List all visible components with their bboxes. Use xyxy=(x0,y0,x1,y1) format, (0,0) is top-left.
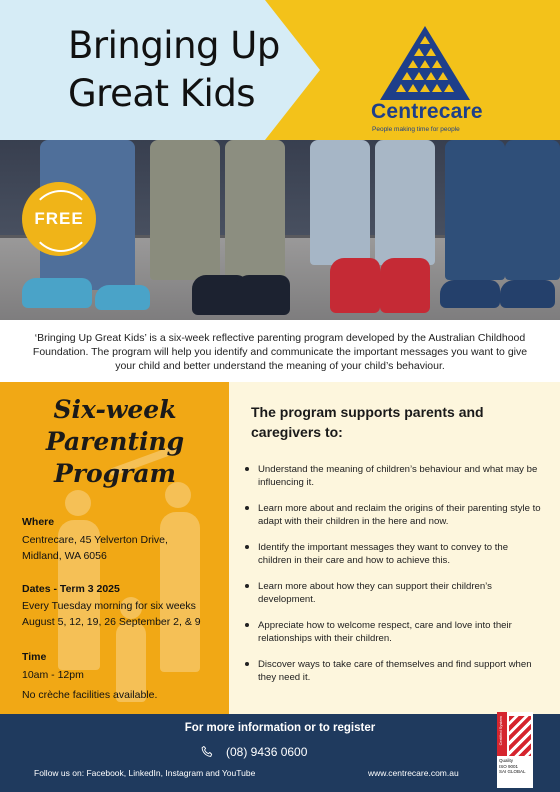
list-item xyxy=(243,658,543,684)
creche-note: No crèche facilities available. xyxy=(22,689,158,701)
bullet-icon xyxy=(245,467,249,471)
phone-icon xyxy=(200,745,214,759)
list-item-text: Identify the important messages they want to convey to the children in their care and how to achieve this. xyxy=(258,541,509,566)
page-title xyxy=(68,22,280,118)
cert-line-3: SAI GLOBAL xyxy=(499,769,526,774)
cert-side-text: Certified System xyxy=(498,716,503,746)
bullet-icon xyxy=(245,584,249,588)
phone-contact[interactable] xyxy=(200,743,307,761)
bullet-icon xyxy=(245,662,249,666)
title-line-2: Great Kids xyxy=(68,72,256,115)
logo-tagline: People making time for people xyxy=(372,126,460,133)
intro-paragraph: ‘Bringing Up Great Kids’ is a six-week reflective parenting program developed by the Australian Childhood Foundation. The program will help you identify and communicate the important messages you want to give your child and better understand the meaning of your child’s behaviour. xyxy=(32,332,528,372)
bullet-icon xyxy=(245,545,249,549)
time-value: 10am - 12pm xyxy=(22,669,84,681)
supports-list xyxy=(243,463,543,696)
free-label: FREE xyxy=(34,209,84,228)
phone-number[interactable]: (08) 9436 0600 xyxy=(226,745,308,759)
footer-heading: For more information or to register xyxy=(184,722,376,734)
cert-chevron-icon xyxy=(509,716,531,756)
list-item xyxy=(243,502,543,528)
website-link[interactable]: www.centrecare.com.au xyxy=(368,768,459,778)
iso-certification-badge xyxy=(497,712,533,788)
bullet-icon xyxy=(245,623,249,627)
time-label: Time xyxy=(22,651,47,663)
list-item-text: Discover ways to take care of themselves and find support when they need it. xyxy=(258,658,532,683)
list-item-text: Learn more about how they can support their children’s development. xyxy=(258,580,492,605)
dates-line-1: Every Tuesday morning for six weeks xyxy=(22,600,196,612)
where-line-2: Midland, WA 6056 xyxy=(22,550,107,562)
free-badge-ring xyxy=(30,190,92,252)
list-item-text: Learn more about and reclaim the origins of their parenting style to adapt with their children in the here and now. xyxy=(258,502,541,527)
program-title xyxy=(20,394,210,490)
dates-line-2: August 5, 12, 19, 26 September 2, & 9 xyxy=(22,616,201,628)
dates-label: Dates - Term 3 2025 xyxy=(22,583,120,595)
list-item xyxy=(243,619,543,645)
list-item xyxy=(243,541,543,567)
program-title-line-1: Six-week xyxy=(53,395,177,424)
cert-line-2: ISO 9001 xyxy=(499,763,519,769)
list-item xyxy=(243,580,543,606)
program-title-line-3: Program xyxy=(54,459,176,488)
title-line-1: Bringing Up xyxy=(68,24,280,67)
cert-line-1: Quality xyxy=(499,758,514,763)
list-item-text: Understand the meaning of children’s behaviour and what may be influencing it. xyxy=(258,464,538,488)
bullet-icon xyxy=(245,506,249,510)
list-item xyxy=(243,463,543,489)
supports-heading: The program supports parents and caregivers to: xyxy=(251,404,484,440)
where-label: Where xyxy=(22,516,55,528)
social-links-text: Follow us on: Facebook, LinkedIn, Instagram and YouTube xyxy=(34,768,256,778)
list-item-text: Appreciate how to welcome respect, care and love into their relationships with their children. xyxy=(258,619,512,644)
program-title-line-2: Parenting xyxy=(45,427,185,456)
where-line-1: Centrecare, 45 Yelverton Drive, xyxy=(22,534,168,546)
logo-name: Centrecare xyxy=(371,100,483,123)
